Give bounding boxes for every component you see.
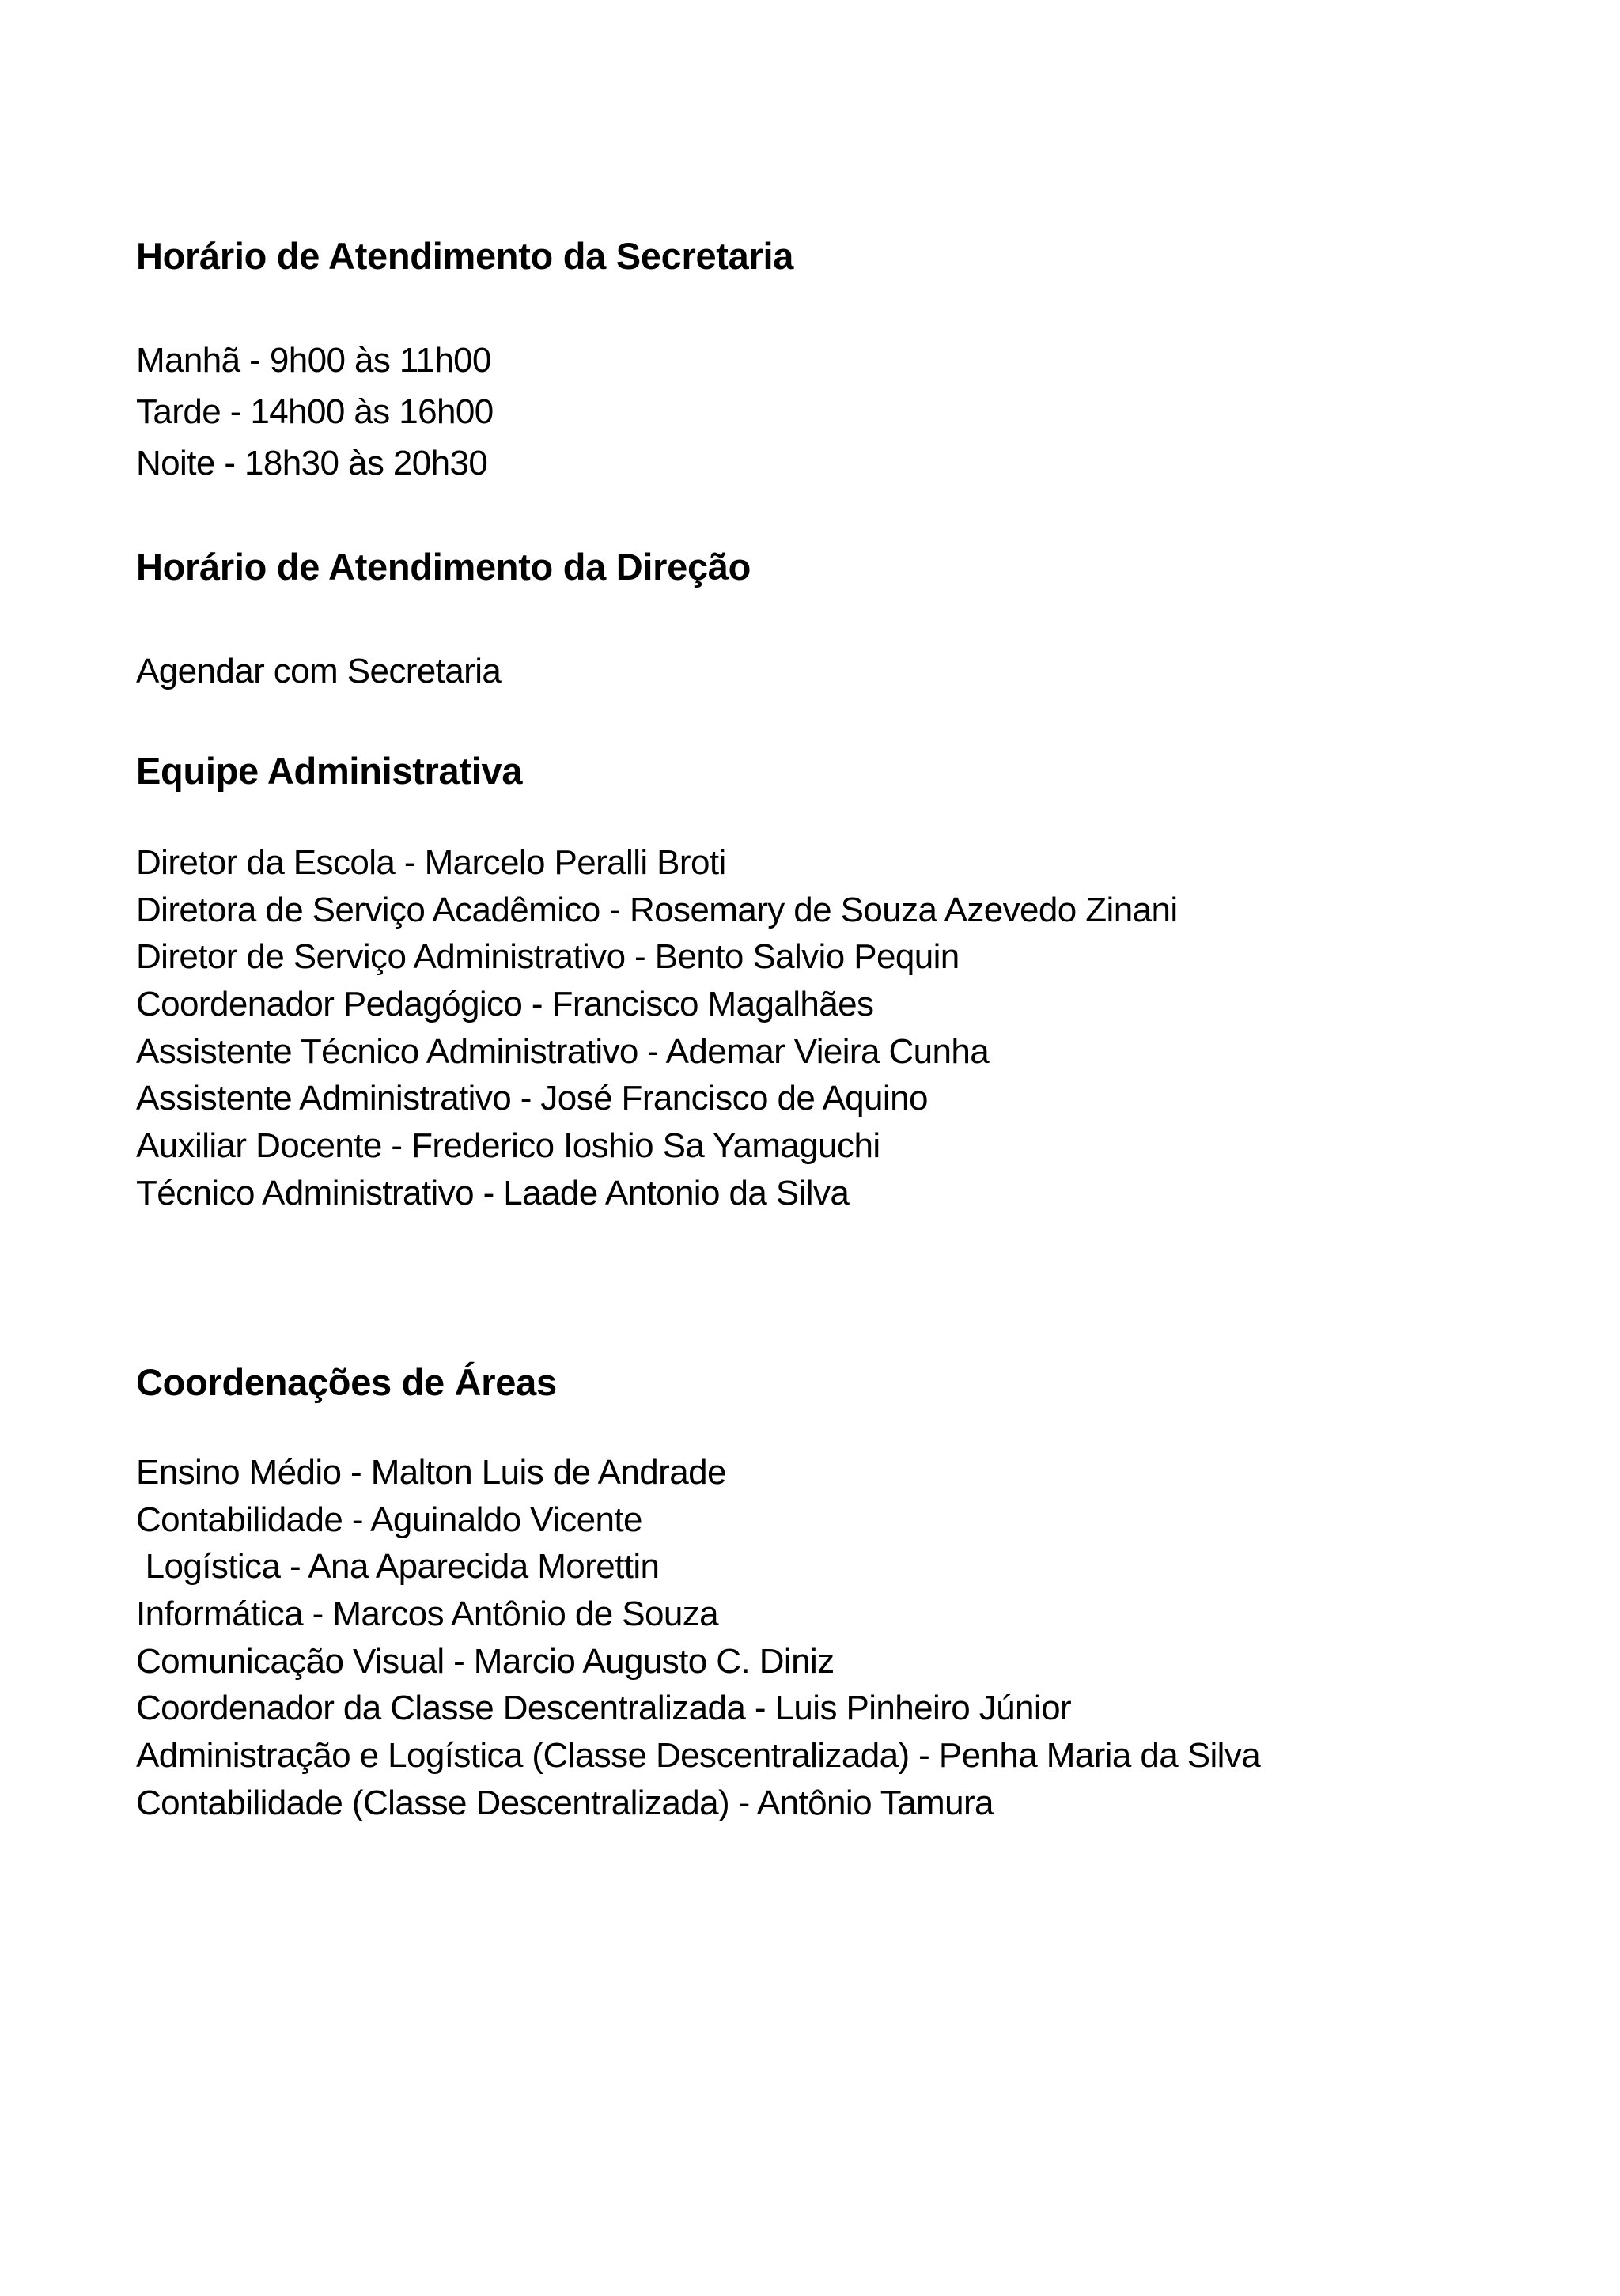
coordenacao-item: Administração e Logística (Classe Descentralizada) - Penha Maria da Silva	[136, 1736, 1261, 1776]
hours-line-evening: Noite - 18h30 às 20h30	[136, 444, 488, 482]
equipe-members-list	[136, 839, 1178, 1217]
coordenacao-item: Contabilidade - Aguinaldo Vicente	[136, 1500, 642, 1539]
hours-line-afternoon: Tarde - 14h00 às 16h00	[136, 392, 494, 431]
coordenacao-item: Logística - Ana Aparecida Morettin	[136, 1547, 660, 1587]
secretaria-heading: Horário de Atendimento da Secretaria	[136, 235, 794, 277]
coordenacao-item: Coordenador da Classe Descentralizada - Luis Pinheiro Júnior	[136, 1689, 1071, 1728]
equipe-member: Coordenador Pedagógico - Francisco Magalhães	[136, 985, 874, 1024]
equipe-member: Diretora de Serviço Acadêmico - Rosemary de Souza Azevedo Zinani	[136, 890, 1178, 929]
equipe-member: Técnico Administrativo - Laade Antonio da Silva	[136, 1173, 850, 1212]
direcao-note: Agendar com Secretaria	[136, 652, 502, 690]
coordenacoes-list	[136, 1449, 1260, 1827]
coordenacao-item: Comunicação Visual - Marcio Augusto C. Diniz	[136, 1641, 835, 1681]
direcao-heading: Horário de Atendimento da Direção	[136, 546, 751, 588]
direcao-note-list	[136, 645, 501, 697]
equipe-member: Diretor da Escola - Marcelo Peralli Broti	[136, 843, 726, 882]
equipe-member: Auxiliar Docente - Frederico Ioshio Sa Yamaguchi	[136, 1126, 880, 1166]
coordenacao-item: Informática - Marcos Antônio de Souza	[136, 1594, 718, 1634]
equipe-member: Assistente Administrativo - José Francisco de Aquino	[136, 1079, 928, 1118]
equipe-heading: Equipe Administrativa	[136, 750, 523, 792]
equipe-member: Diretor de Serviço Administrativo - Bento Salvio Pequin	[136, 937, 960, 977]
coordenacoes-heading: Coordenações de Áreas	[136, 1361, 557, 1403]
equipe-member: Assistente Técnico Administrativo - Ademar Vieira Cunha	[136, 1031, 990, 1071]
coordenacao-item: Contabilidade (Classe Descentralizada) - Antônio Tamura	[136, 1783, 994, 1822]
coordenacao-item: Ensino Médio - Malton Luis de Andrade	[136, 1453, 726, 1492]
secretaria-hours-list	[136, 335, 494, 489]
hours-line-morning: Manhã - 9h00 às 11h00	[136, 341, 491, 380]
